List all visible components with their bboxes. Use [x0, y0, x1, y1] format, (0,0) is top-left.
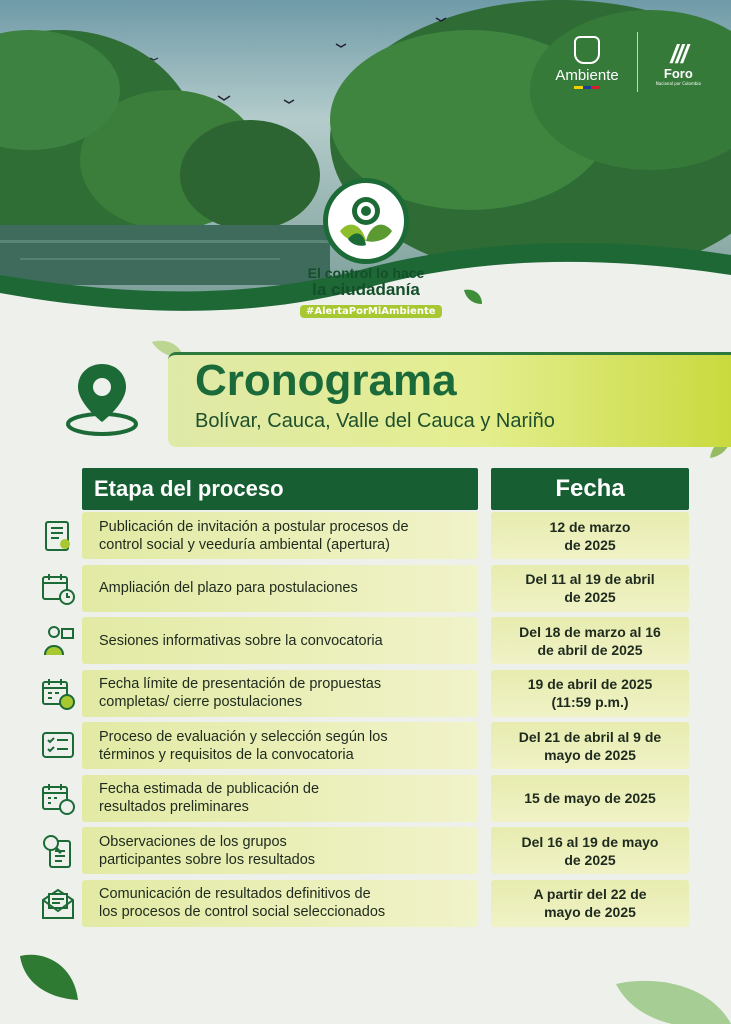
hashtag-badge: #AlertaPorMiAmbiente: [300, 305, 442, 318]
slogan-line-1: El control lo hace: [307, 265, 425, 281]
checklist-icon: [40, 728, 76, 764]
stage-text: Sesiones informativas sobre la convocatoria: [99, 632, 383, 649]
logo-foro-subtext: Nacional por Colombia: [655, 80, 701, 86]
stage-text: Fecha estimada de publicación de resultados preliminares: [99, 781, 320, 815]
date-text: Del 16 al 19 de mayo de 2025: [521, 833, 659, 868]
date-cell: [491, 617, 689, 664]
date-cell: [491, 880, 689, 927]
stage-text: Ampliación del plazo para postulaciones: [99, 580, 358, 596]
stage-text: Comunicación de resultados definitivos de los procesos de control social seleccionados: [99, 886, 386, 920]
campaign-badge: [300, 178, 436, 318]
coat-of-arms-icon: [574, 36, 600, 64]
date-text: Del 18 de marzo al 16 de abril de 2025: [519, 623, 661, 658]
date-cell: [491, 512, 689, 559]
date-text: 12 de marzo de 2025: [549, 518, 631, 553]
foro-mark-icon: ///: [670, 38, 687, 69]
date-text: Del 11 al 19 de abril de 2025: [525, 571, 655, 605]
logo-ambiente-text: Ambiente: [555, 66, 619, 84]
partner-logos: [555, 32, 701, 92]
stage-cell: [82, 775, 478, 822]
logo-ambiente: [555, 36, 618, 89]
date-cell: [491, 775, 689, 822]
magnifier-document-icon: [40, 833, 76, 869]
logo-foro: [656, 39, 701, 86]
page-subtitle: Bolívar, Cauca, Valle del Cauca y Nariño: [195, 410, 555, 432]
table-row: [0, 617, 731, 664]
logo-foro-text: Foro: [663, 65, 693, 81]
stage-cell: [82, 512, 478, 559]
presenter-icon: [40, 623, 76, 659]
date-text: 19 de abril de 2025 (11:59 p.m.): [527, 676, 653, 710]
calendar-clock-icon: [40, 571, 76, 607]
stage-cell: [82, 827, 478, 874]
date-cell: [491, 670, 689, 717]
column-header-stage: Etapa del proceso: [82, 468, 478, 510]
stage-text: Observaciones de los grupos participantes sobre los resultados: [99, 833, 316, 868]
leaf-icon: [612, 974, 731, 1024]
stage-text: Publicación de invitación a postular procesos de control social y veeduría ambiental (apertura): [99, 518, 409, 553]
leaf-icon: [16, 950, 82, 1004]
calendar-deadline-icon: [40, 676, 76, 712]
table-row: [0, 880, 731, 927]
stage-cell: [82, 565, 478, 612]
stage-text: Proceso de evaluación y selección según los términos y requisitos de la convocatoria: [99, 728, 388, 763]
date-cell: [491, 722, 689, 769]
stage-cell: [82, 880, 478, 927]
table-row: [0, 827, 731, 874]
stage-cell: [82, 617, 478, 664]
logo-divider: [637, 32, 638, 92]
location-pin-icon: [62, 360, 142, 440]
table-row: [0, 512, 731, 559]
stage-cell: [82, 670, 478, 717]
column-header-date: Fecha: [491, 468, 689, 510]
date-cell: [491, 827, 689, 874]
date-text: 15 de mayo de 2025: [524, 790, 656, 806]
table-row: [0, 722, 731, 769]
table-row: [0, 565, 731, 612]
leaf-icon: [462, 286, 484, 308]
stage-cell: [82, 722, 478, 769]
table-row: [0, 670, 731, 717]
envelope-letter-icon: [40, 886, 76, 922]
date-cell: [491, 565, 689, 612]
eye-leaf-logo-icon: [323, 178, 409, 264]
slogan-line-2: la ciudadanía: [312, 280, 420, 299]
page-title: Cronograma: [195, 356, 457, 405]
stage-text: Fecha límite de presentación de propuestas completas/ cierre postulaciones: [99, 676, 382, 710]
invitation-document-icon: [40, 518, 76, 554]
calendar-alarm-icon: [40, 781, 76, 817]
date-text: A partir del 22 de mayo de 2025: [533, 886, 647, 920]
flag-stripe: [574, 86, 600, 89]
date-text: Del 21 de abril al 9 de mayo de 2025: [518, 728, 662, 763]
table-row: [0, 775, 731, 822]
